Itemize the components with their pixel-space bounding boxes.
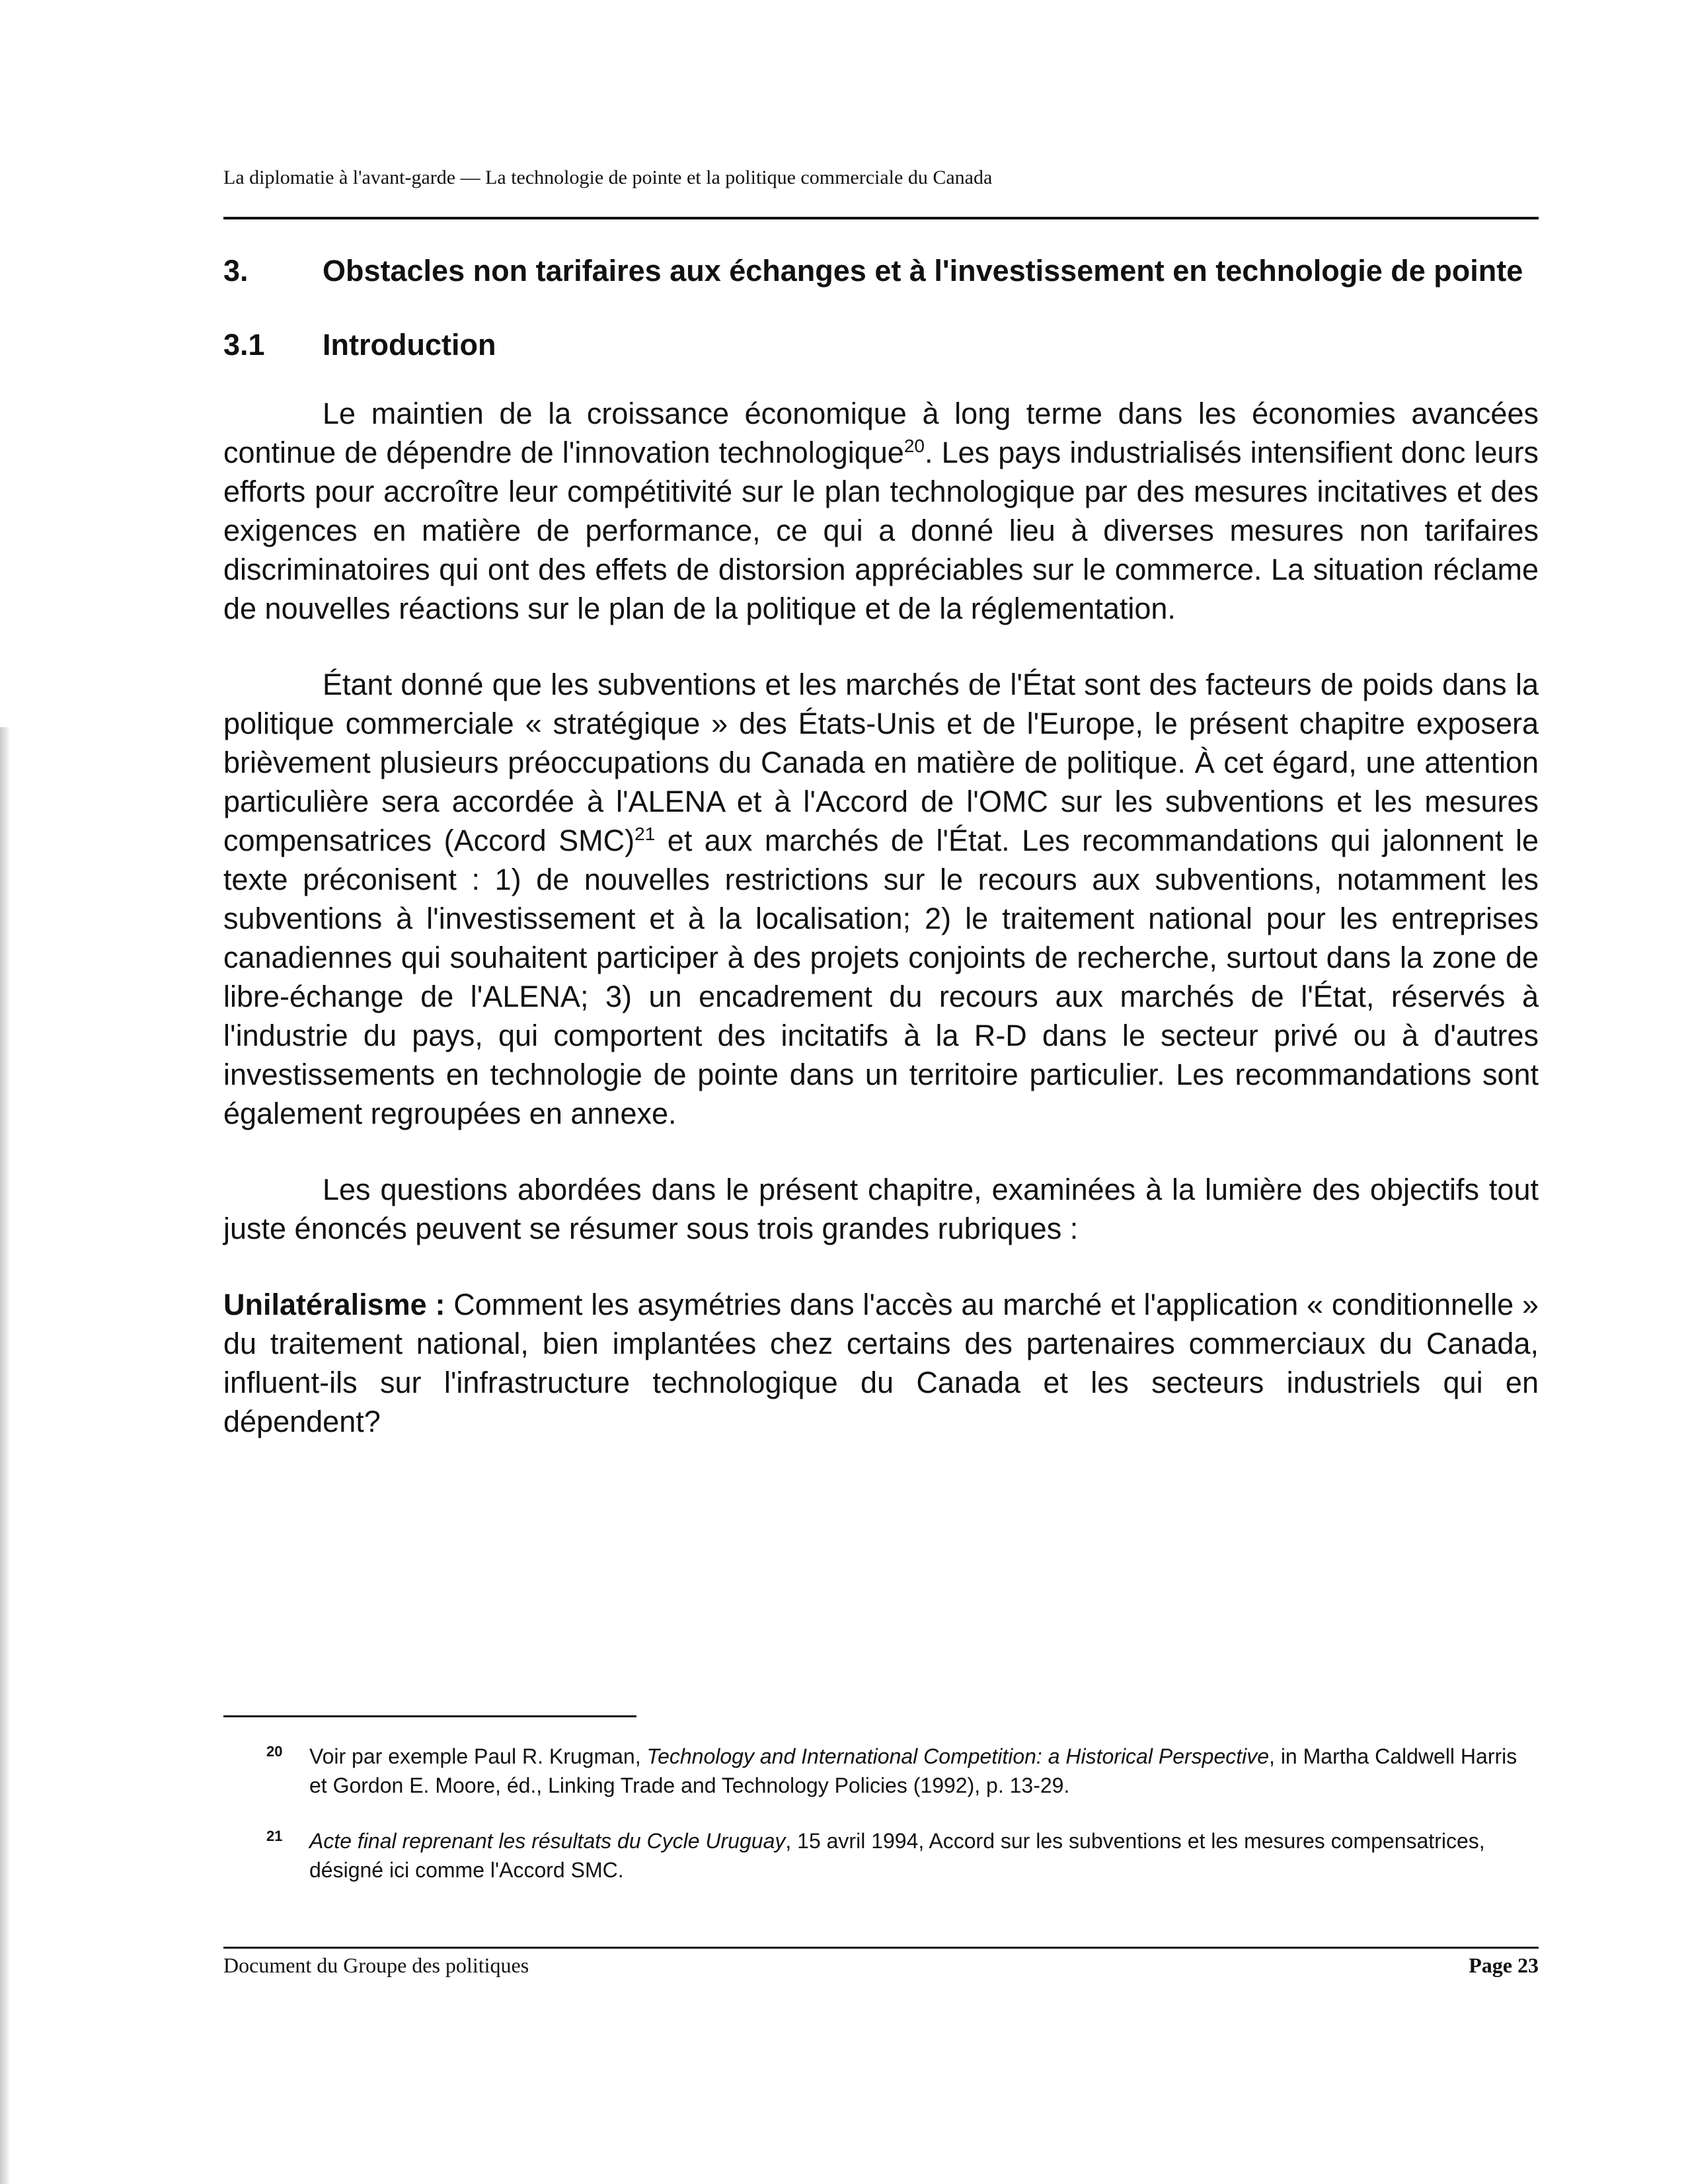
paragraph-4 — [223, 1285, 1539, 1441]
section-number: 3. — [223, 254, 249, 288]
footnote-ref-21: 21 — [634, 824, 656, 844]
paragraph-4-text: Comment les asymétries dans l'accès au marché et l'application « conditionnelle » du traitement national, bien implantées chez certains des partenaires commerciaux du Canada, influent-ils sur l'infrastructure technologique du Canada et les secteurs industriels qui en dépendent? — [223, 1288, 1539, 1438]
footnote-text-b: , in Martha Caldwell Harris et Gordon E. Moore, éd., Linking Trade and Technology Policies (1992), p. 13-29. — [309, 1744, 1517, 1797]
header-rule — [223, 217, 1539, 219]
footnote-ref-20: 20 — [903, 436, 925, 456]
footnote-title: Technology and International Competition: a Historical Perspective — [646, 1744, 1270, 1768]
subsection-heading — [223, 325, 1539, 365]
footnote-20 — [223, 1742, 1539, 1800]
footnote-number: 21 — [266, 1828, 283, 1844]
footnote-text-a: Voir par exemple Paul R. Krugman, — [309, 1744, 647, 1768]
scan-edge-shadow — [0, 727, 11, 2184]
paragraph-3: Les questions abordées dans le présent chapitre, examinées à la lumière des objectifs tout juste énoncés peuvent se résumer sous trois grandes rubriques : — [223, 1173, 1539, 1245]
footnote-text — [309, 1826, 1539, 1885]
footnotes — [223, 1742, 1539, 1911]
paragraph-1-text-a: Le maintien de la croissance économique à long terme dans les économies avancées continue de dépendre de l'innovation technologique — [223, 397, 1539, 469]
page-footer — [223, 1953, 1539, 1978]
page-body — [223, 251, 1539, 1441]
page-number: Page 23 — [1469, 1953, 1539, 1977]
footnote-number: 20 — [266, 1743, 283, 1760]
footnote-title: Acte final reprenant les résultats du Cycle Uruguay — [309, 1829, 786, 1853]
section-heading — [223, 251, 1539, 291]
section-title: Obstacles non tarifaires aux échanges et à l'investissement en technologie de pointe — [323, 254, 1523, 288]
paragraph-1-text-b: . Les pays industrialisés intensifient donc leurs efforts pour accroître leur compétitivité sur le plan technologique par des mesures incitatives et des exigences en matière de performance, ce qui a donné lieu à diverses mesures non tarifaires discriminatoires qui ont des effets de distorsion appréciables sur le commerce. La situation réclame de nouvelles réactions sur le plan de la politique et de la réglementation. — [223, 436, 1539, 625]
subsection-number: 3.1 — [223, 328, 265, 362]
paragraph-1 — [223, 394, 1539, 628]
running-header: La diplomatie à l'avant-garde — La technologie de pointe et la politique commerciale du Canada — [223, 167, 993, 188]
footnote-text — [309, 1742, 1539, 1800]
footer-rule — [223, 1947, 1539, 1949]
paragraph-2 — [223, 665, 1539, 1133]
footnote-text-b: , 15 avril 1994, Accord sur les subventions et les mesures compensatrices, désigné ici comme l'Accord SMC. — [309, 1829, 1485, 1882]
footnote-separator — [223, 1715, 636, 1717]
footer-document-name: Document du Groupe des politiques — [223, 1953, 529, 1977]
subsection-title: Introduction — [323, 328, 496, 362]
footnote-21 — [223, 1826, 1539, 1885]
paragraph-2-text-a: Étant donné que les subventions et les marchés de l'État sont des facteurs de poids dans la politique commerciale « stratégique » des États-Unis et de l'Europe, le présent chapitre exposera brièvement plusieurs préoccupations du Canada en matière de politique. À cet égard, une attention particulière sera accordée à l'ALENA et à l'Accord de l'OMC sur les subventions et les mesures compensatrices (Accord SMC) — [223, 668, 1539, 857]
term-unilateralisme: Unilatéralisme : — [223, 1288, 445, 1321]
paragraph-2-text-b: et aux marchés de l'État. Les recommandations qui jalonnent le texte préconisent : 1) de nouvelles restrictions sur le recours aux subventions, notamment les subventions à l'investissement et à la localisation; 2) le traitement national pour les entreprises canadiennes qui souhaitent participer à des projets conjoints de recherche, surtout dans la zone de libre-échange de l'ALENA; 3) un encadrement du recours aux marchés de l'État, réservés à l'industrie du pays, qui comportent des incitatifs à la R-D dans le secteur privé ou à d'autres investissements en technologie de pointe dans un territoire particulier. Les recommandations sont également regroupées en annexe. — [223, 824, 1539, 1130]
